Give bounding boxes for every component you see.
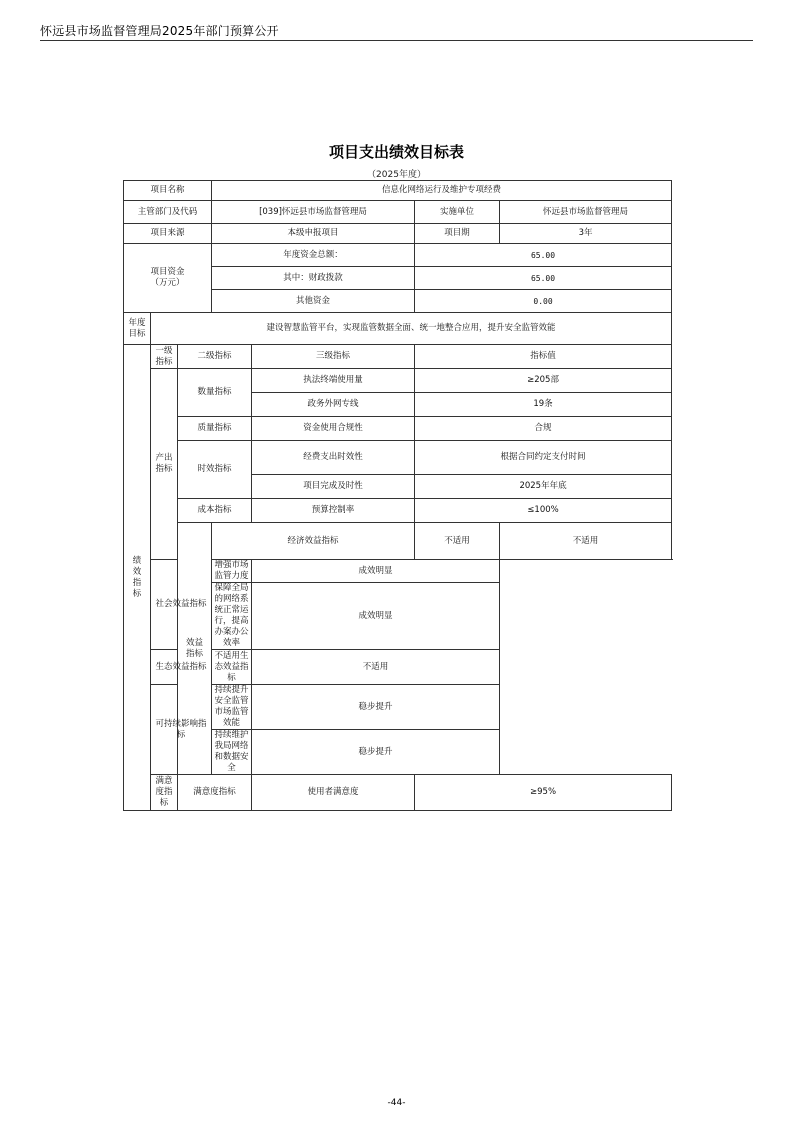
funds-fiscal-label: 其中：财政拨款 [212, 267, 415, 290]
t1-value: 根据合同约定支付时间 [415, 441, 672, 475]
funds-fiscal-value: 65.00 [415, 267, 672, 290]
page-title: 项目支出绩效目标表 [328, 143, 464, 161]
satisfaction-name: 使用者满意度 [252, 775, 415, 811]
quality-value: 合规 [415, 417, 672, 441]
cost-name: 预算控制率 [252, 499, 415, 523]
effect-label: 效益 指标 [178, 523, 212, 775]
satisfaction-value: ≥95% [415, 775, 672, 811]
head-level3: 三级指标 [252, 345, 415, 369]
cost-label: 成本指标 [178, 499, 252, 523]
funds-other-value: 0.00 [415, 290, 672, 313]
su2-name: 持续维护我局网络和数据安全 [212, 730, 252, 775]
quality-name: 资金使用合规性 [252, 417, 415, 441]
dept-label: 主管部门及代码 [124, 201, 212, 224]
satisfaction-label: 满意度指标 [178, 775, 252, 811]
q1-value: ≥205部 [415, 369, 672, 393]
t1-name: 经费支出时效性 [252, 441, 415, 475]
header-title: 怀远县市场监督管理局2025年部门预算公开 [40, 24, 279, 38]
output-label: 产出 指标 [151, 369, 178, 560]
social-label: 社会效益指标 [151, 560, 212, 650]
sustain-label: 可持续影响指标 [151, 685, 212, 775]
su2-value: 稳步提升 [252, 730, 500, 775]
t2-name: 项目完成及时性 [252, 475, 415, 499]
s2-value: 成效明显 [252, 583, 500, 650]
time-label: 时效指标 [178, 441, 252, 499]
period-label: 项目期 [415, 224, 500, 244]
performance-label: 绩 效 指 标 [124, 345, 151, 811]
head-value: 指标值 [415, 345, 672, 369]
header-divider [40, 40, 753, 41]
annual-goal-text: 建设智慧监管平台，实现监管数据全面、统一地整合应用，提升安全监管效能 [151, 313, 672, 345]
project-name-label: 项目名称 [124, 181, 212, 201]
econ-value: 不适用 [500, 523, 672, 560]
funds-total-label: 年度资金总额： [212, 244, 415, 267]
project-name-value: 信息化网络运行及维护专项经费 [212, 181, 672, 201]
q2-name: 政务外网专线 [252, 393, 415, 417]
eco-label: 生态效益指标 [151, 650, 212, 685]
satisfaction-level1: 满意 度指 标 [151, 775, 178, 811]
s1-value: 成效明显 [252, 560, 500, 583]
q2-value: 19条 [415, 393, 672, 417]
quantity-label: 数量指标 [178, 369, 252, 417]
su1-name: 持续提升安全监管市场监管效能 [212, 685, 252, 730]
eco-name: 不适用生态效益指标 [212, 650, 252, 685]
su1-value: 稳步提升 [252, 685, 500, 730]
head-level1: 一级 指标 [151, 345, 178, 369]
quality-label: 质量指标 [178, 417, 252, 441]
dept-value: [039]怀远县市场监督管理局 [212, 201, 415, 224]
funds-other-label: 其他资金 [212, 290, 415, 313]
performance-table [123, 180, 672, 811]
doc-year: （2025年度） [367, 170, 426, 180]
impl-label: 实施单位 [415, 201, 500, 224]
t2-value: 2025年年底 [415, 475, 672, 499]
annual-goal-label: 年度 目标 [124, 313, 151, 345]
impl-value: 怀远县市场监督管理局 [500, 201, 672, 224]
period-value: 3年 [500, 224, 672, 244]
source-label: 项目来源 [124, 224, 212, 244]
s1-name: 增强市场监管力度 [212, 560, 252, 583]
q1-name: 执法终端使用量 [252, 369, 415, 393]
eco-value: 不适用 [252, 650, 500, 685]
cost-value: ≤100% [415, 499, 672, 523]
head-level2: 二级指标 [178, 345, 252, 369]
funds-label: 项目资金 （万元） [124, 244, 212, 313]
page-number: -44- [387, 1098, 406, 1108]
source-value: 本级申报项目 [212, 224, 415, 244]
econ-name: 不适用 [415, 523, 500, 560]
funds-total-value: 65.00 [415, 244, 672, 267]
econ-label: 经济效益指标 [212, 523, 415, 560]
s2-name: 保障全局的网络系统正常运行，提高办案办公效率 [212, 583, 252, 650]
